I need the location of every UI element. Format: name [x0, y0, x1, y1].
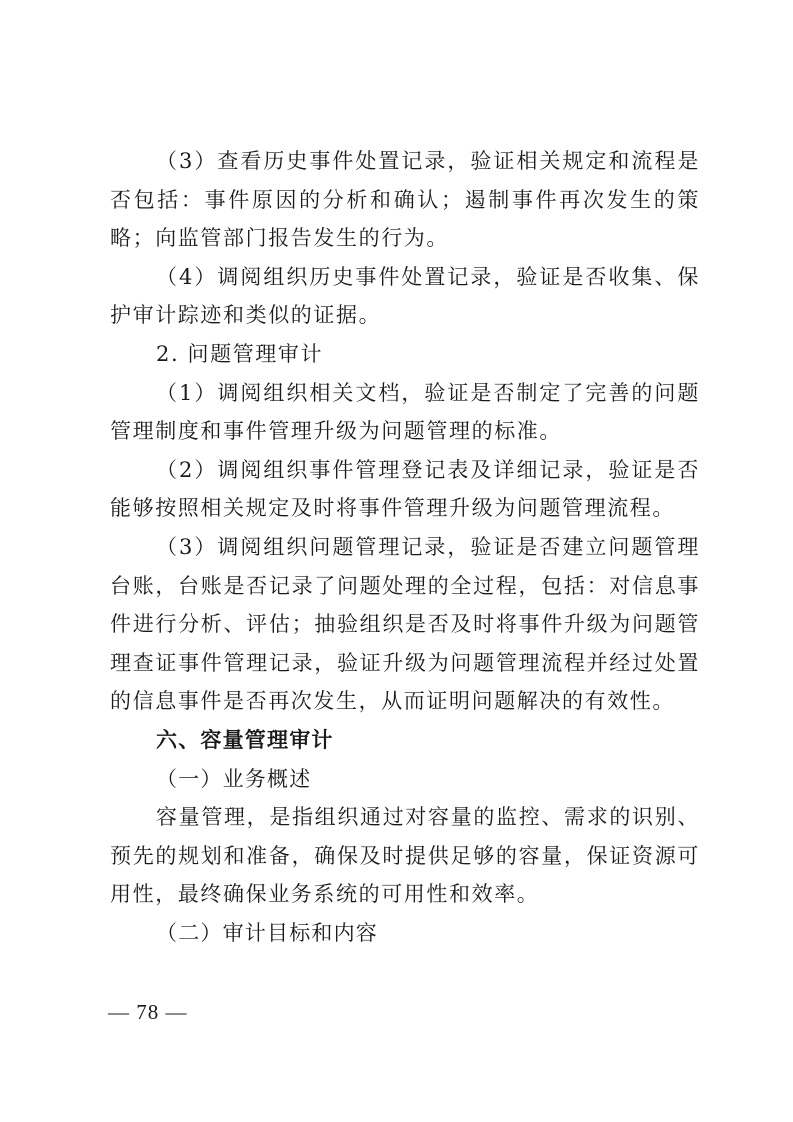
section-heading-problem-management-audit: 2. 问题管理审计 — [156, 341, 324, 366]
subsection-heading-business-overview: （一）业务概述 — [156, 766, 312, 791]
page-number: — 78 — — [108, 1000, 188, 1024]
paragraph-problem-management-policy: （1）调阅组织相关文档，验证是否制定了完善的问题管理制度和事件管理升级为问题管理的标准。 — [110, 380, 700, 444]
page-body — [110, 142, 700, 952]
paragraph-audit-trail-evidence: （4）调阅组织历史事件处置记录，验证是否收集、保护审计踪迹和类似的证据。 — [110, 264, 700, 328]
paragraph-history-records-review: （3）查看历史事件处置记录，验证相关规定和流程是否包括：事件原因的分析和确认；遏制事件再次发生的策略；向监管部门报告发生的行为。 — [110, 149, 700, 251]
paragraph-problem-ledger-review: （3）调阅组织问题管理记录，验证是否建立问题管理台账，台账是否记录了问题处理的全过程，包括：对信息事件进行分析、评估；抽验组织是否及时将事件升级为问题管理查证事件管理记录，验证升级为问题管理流程并经过处置的信息事件是否再次发生，从而证明问题解决的有效性。 — [110, 534, 700, 714]
paragraph-capacity-management-definition: 容量管理，是指组织通过对容量的监控、需求的识别、预先的规划和准备，确保及时提供足够的容量，保证资源可用性，最终确保业务系统的可用性和效率。 — [110, 805, 700, 907]
paragraph-event-escalation-check: （2）调阅组织事件管理登记表及详细记录，验证是否能够按照相关规定及时将事件管理升级为问题管理流程。 — [110, 457, 700, 521]
section-heading-capacity-management-audit: 六、容量管理审计 — [156, 727, 334, 752]
subsection-heading-audit-objectives: （二）审计目标和内容 — [156, 920, 378, 945]
